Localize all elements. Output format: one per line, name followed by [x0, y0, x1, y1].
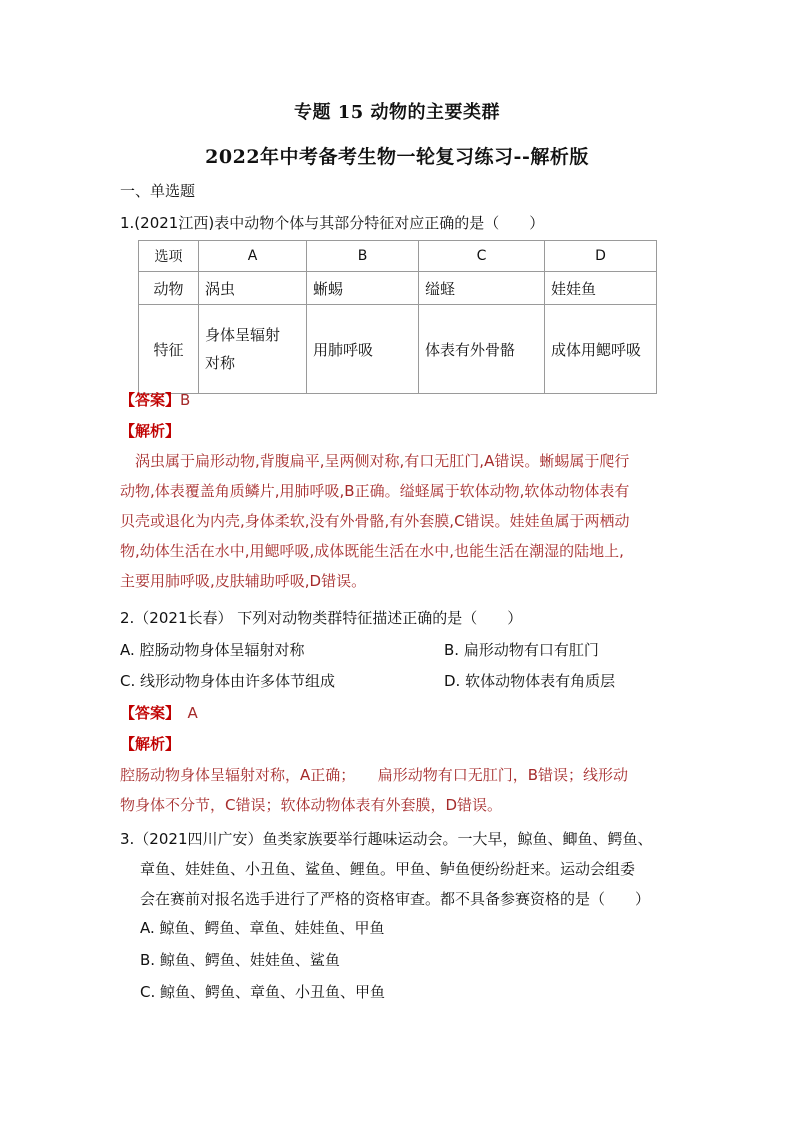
q1-table: [138, 240, 657, 394]
table-cell: 蜥蜴: [307, 272, 419, 305]
answer-value: A: [172, 704, 198, 722]
q3-stem: [120, 824, 653, 914]
table-cell: 缢蛏: [419, 272, 545, 305]
stem-line: 3.（2021四川广安）鱼类家族要举行趣味运动会。一大早，鲸鱼、鲫鱼、鳄鱼、: [120, 830, 653, 848]
analysis-line: 腔肠动物身体呈辐射对称，A正确； 扁形动物有口无肛门，B错误；线形动: [120, 766, 629, 784]
table-cell: 体表有外骨骼: [419, 305, 545, 394]
q3-option-b: B. 鲸鱼、鳄鱼、娃娃鱼、鲨鱼: [140, 951, 340, 969]
answer-label: 【答案】: [120, 391, 181, 409]
document-subtitle: 2022年中考备考生物一轮复习练习--解析版: [205, 146, 589, 168]
q3-option-a: A. 鲸鱼、鳄鱼、章鱼、娃娃鱼、甲鱼: [140, 919, 385, 937]
q2-answer: [120, 703, 198, 723]
table-cell: 成体用鳃呼吸: [545, 305, 657, 394]
table-cell: 特征: [139, 305, 199, 394]
q1-table-feature-row: [139, 305, 657, 394]
analysis-line: 涡虫属于扁形动物,背腹扁平,呈两侧对称,有口无肛门,A错误。蜥蜴属于爬行: [120, 452, 630, 470]
q1-table-animal-row: [139, 272, 657, 305]
table-cell: [199, 305, 307, 394]
table-cell: D: [545, 241, 657, 272]
stem-line: 章鱼、娃娃鱼、小丑鱼、鲨鱼、鲤鱼。甲鱼、鲈鱼便纷纷赶来。运动会组委: [140, 860, 636, 878]
analysis-line: 主要用肺呼吸,皮肤辅助呼吸,D错误。: [120, 572, 367, 590]
table-cell: C: [419, 241, 545, 272]
q1-table-header-row: [139, 241, 657, 272]
q2-stem: 2.（2021长春） 下列对动物类群特征描述正确的是（ ）: [120, 609, 523, 627]
table-cell: 涡虫: [199, 272, 307, 305]
feature-a-line1: 身体呈辐射: [205, 326, 281, 344]
table-cell: 动物: [139, 272, 199, 305]
q2-analysis-label: 【解析】: [120, 735, 181, 753]
q2-analysis: [120, 760, 628, 820]
analysis-line: 贝壳或退化为内壳,身体柔软,没有外骨骼,有外套膜,C错误。娃娃鱼属于两栖动: [120, 512, 630, 530]
stem-line: 会在赛前对报名选手进行了严格的资格审查。都不具备参赛资格的是（ ）: [140, 890, 651, 908]
q2-option-b: B. 扁形动物有口有肛门: [444, 641, 599, 659]
q1-analysis-label: 【解析】: [120, 422, 181, 440]
table-cell: 用肺呼吸: [307, 305, 419, 394]
q3-option-c: C. 鲸鱼、鳄鱼、章鱼、小丑鱼、甲鱼: [140, 983, 386, 1001]
q2-option-d: D. 软体动物体表有角质层: [444, 672, 616, 690]
answer-label: 【答案】: [120, 704, 173, 722]
analysis-line: 物身体不分节，C错误；软体动物体表有外套膜，D错误。: [120, 796, 503, 814]
analysis-line: 动物,体表覆盖角质鳞片,用肺呼吸,B正确。缢蛏属于软体动物,软体动物体表有: [120, 482, 630, 500]
table-cell: 选项: [139, 241, 199, 272]
answer-value: B: [180, 391, 191, 409]
q1-analysis: [120, 446, 630, 596]
section-heading: 一、单选题: [120, 182, 196, 200]
table-cell: A: [199, 241, 307, 272]
q2-option-c: C. 线形动物身体由许多体节组成: [120, 672, 336, 690]
analysis-line: 物,幼体生活在水中,用鳃呼吸,成体既能生活在水中,也能生活在潮湿的陆地上,: [120, 542, 624, 560]
q2-option-a: A. 腔肠动物身体呈辐射对称: [120, 641, 305, 659]
q1-answer: [120, 390, 190, 410]
table-cell: B: [307, 241, 419, 272]
document-title: 专题 15 动物的主要类群: [293, 102, 501, 123]
feature-a-line2: 对称: [205, 354, 236, 372]
table-cell: 娃娃鱼: [545, 272, 657, 305]
q1-stem: 1.(2021江西)表中动物个体与其部分特征对应正确的是（ ）: [120, 214, 545, 232]
